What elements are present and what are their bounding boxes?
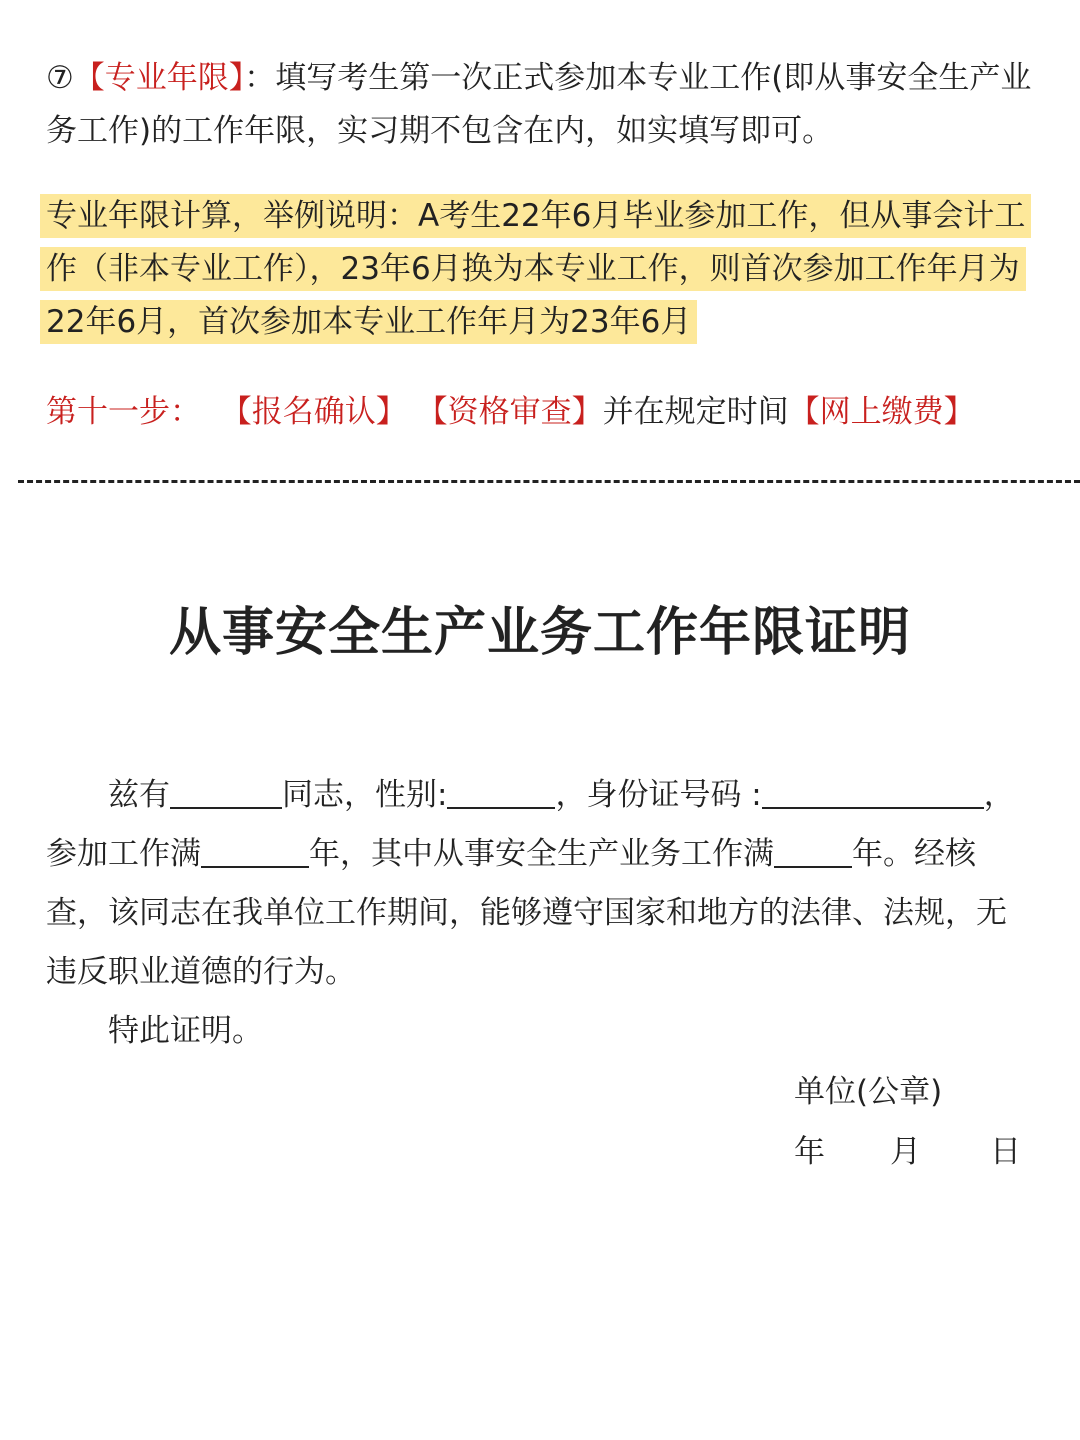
step-item-qualification-review: 【资格审查】 (416, 394, 603, 430)
dashed-divider (18, 480, 1080, 483)
certificate-text-work-years: ，参加工作满 (46, 777, 1015, 872)
field-note (46, 52, 1036, 158)
certificate-text-safety-years: 年，其中从事安全生产业务工作满 (309, 836, 774, 872)
certificate-text-id: ，身份证号码 : (555, 777, 762, 813)
certificate-text-gender: 同志，性别: (282, 777, 448, 813)
step-item-registration-confirm: 【报名确认】 (220, 394, 407, 430)
field-note-text: ：填写考生第一次正式参加本专业工作(即从事安全生产业务工作)的工作年限，实习期不包含在内，如实填写即可。 (46, 60, 1032, 149)
day-label: 日 (990, 1134, 1021, 1170)
certificate-text-conduct: 年。经核查，该同志在我单位工作期间，能够遵守国家和地方的法律、法规，无违反职业道德的行为。 (46, 836, 1007, 990)
year-label: 年 (794, 1134, 825, 1170)
signature-block (794, 1062, 1021, 1182)
safety-years-blank (774, 833, 852, 868)
certificate-text-intro: 兹有 (108, 777, 170, 813)
name-blank (170, 774, 282, 809)
work-years-blank (201, 833, 309, 868)
certificate-closing: 特此证明。 (108, 1013, 263, 1049)
id-number-blank (762, 774, 984, 809)
step-item-online-payment: 【网上缴费】 (788, 394, 975, 430)
step-label: 第十一步： (46, 394, 201, 430)
certificate-body (46, 766, 1036, 1061)
example-block (40, 190, 1040, 349)
certificate-title: 从事安全生产业务工作年限证明 (168, 603, 911, 663)
date-line (794, 1122, 1021, 1182)
field-name: 【专业年限】 (73, 60, 245, 96)
month-label: 月 (890, 1134, 921, 1170)
example-highlight-text: 专业年限计算，举例说明：A考生22年6月毕业参加工作，但从事会计工作（非本专业工作），23年6月换为本专业工作，则首次参加工作年月为22年6月，首次参加本专业工作年月为23年6月 (40, 194, 1031, 344)
step-middle-text: 并在规定时间 (602, 394, 789, 430)
circled-number: ⑦ (46, 60, 74, 96)
step-eleven (46, 386, 1046, 438)
unit-seal-label: 单位(公章) (794, 1074, 943, 1110)
gender-blank (447, 774, 555, 809)
